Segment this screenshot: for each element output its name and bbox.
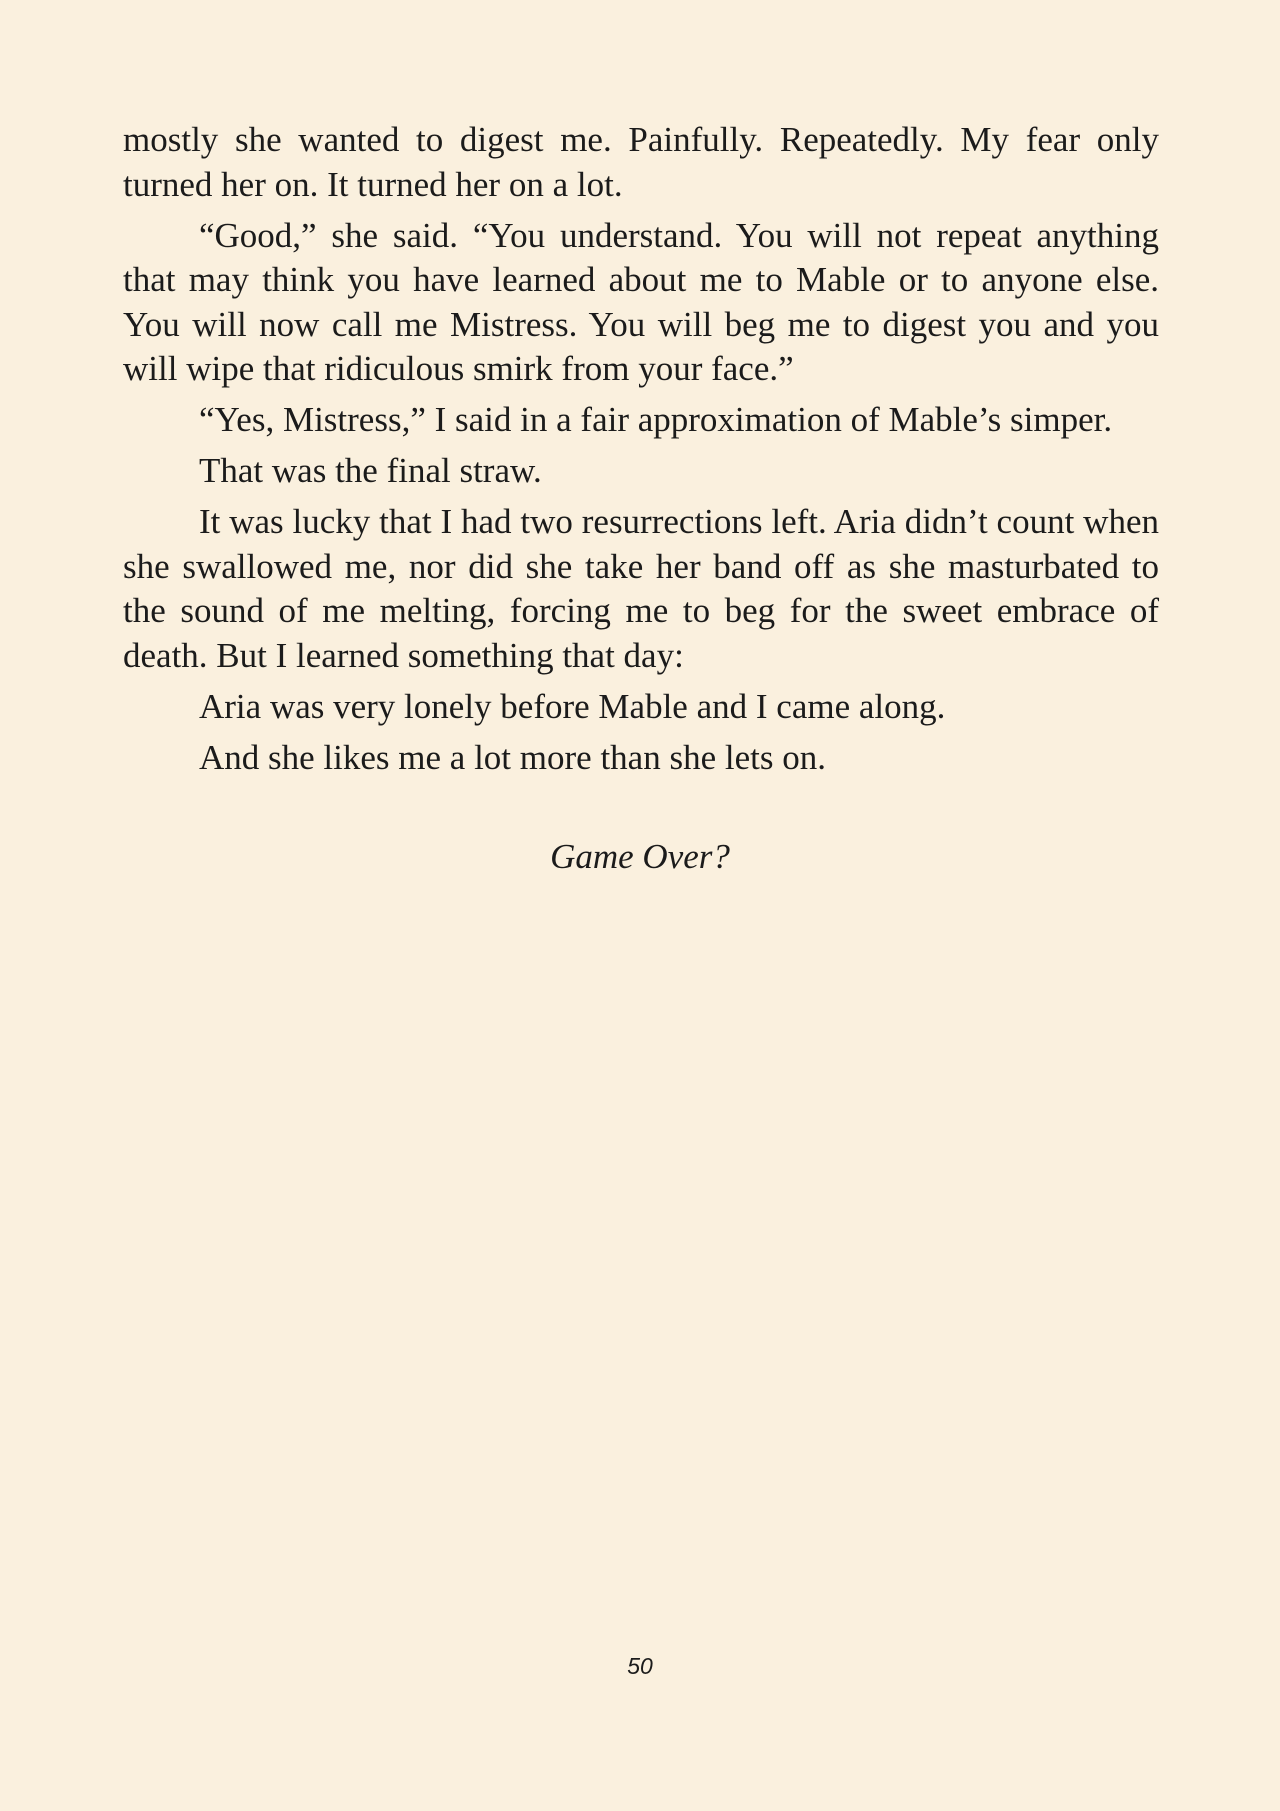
paragraph-reply: “Yes, Mistress,” I said in a fair approximation of Mable’s simper.: [199, 400, 1113, 439]
paragraph-resurrections: It was lucky that I had two resurrections left. Aria didn’t count when she swallowed me, nor did she take her band off as she masturbated to the sound of me melting, forcing me to beg for the sweet embrace of death. But I learned something that day:: [123, 502, 1159, 675]
page-number: 50: [627, 1653, 653, 1679]
body-text: [123, 118, 1159, 787]
paragraph-final-straw: That was the final straw.: [199, 451, 542, 490]
paragraph-likes-me: And she likes me a lot more than she lets on.: [199, 737, 826, 777]
ending-line: Game Over?: [550, 837, 730, 876]
paragraph-lonely: Aria was very lonely before Mable and I came along.: [199, 686, 946, 726]
paragraph-aria-speech: “Good,” she said. “You understand. You will not repeat anything that may think you have learned about me to Mable or to anyone else. You will now call me Mistress. You will beg me to digest you and you will wipe that ridiculous smirk from your face.”: [123, 215, 1159, 388]
paragraph-continuation: mostly she wanted to digest me. Painfully. Repeatedly. My fear only turned her on. It turned her on a lot.: [123, 120, 1159, 204]
